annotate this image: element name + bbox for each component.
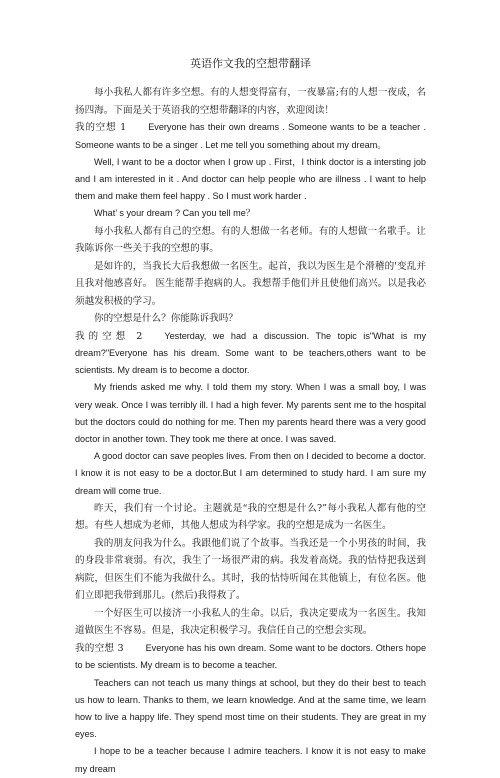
document-title: 英语作文我的空想带翻译 [190,57,311,70]
essay-3-paragraph-1: Everyone has his own dream. Some want to be doctors. Others hope to be scientists. My dream is to become a teacher. [75,642,426,671]
essay-3-first-paragraph [75,640,426,675]
essay-2-heading: 我的空想 2 [75,330,143,342]
essay-2-translation-2: 我的朋友问我为什么。我跟他们说了个故事。当我还是一个小男孩的时间，我的身段非常衰弱。有次，我生了一场很严肃的病。我发着高烧。我的怙恃把我送到病院，但医生们不能为我做什么。其时，我的怙恃听闻在其他镇上，有位名医。他们立即把我带到那儿。(然后)我得救了。 [75,537,426,602]
essay-2-first-paragraph [75,328,426,380]
essay-3-heading: 我的空想 3 [75,642,124,654]
essay-1-translation-2: 是如许的，当我长大后我想做一名医生。起首，我以为医生是个滑稽的'变乱并且我对他感喜好。 医生能帮手抱病的人。我想帮手他们并且使他们高兴。以是我必须越发积极的学习。 [75,260,426,307]
essay-1-paragraph-3: What’ s your dream ? Can you tell me？ [94,208,255,219]
essay-2-translation-1: 昨天，我们有一个讨论。主题就是“我的空想是什么?”每小我私人都有他的空想。有些人想成为老师，其他人想成为科学家。我的空想是成为一名医生。 [75,502,426,532]
essay-1-paragraph-2: Well, I want to be a doctor when I grow up . First，I think doctor is a intersting job and I am interested in it . And doctor can help people who are illness . I want to help them and make them feel happy . So I must work harder . [75,156,426,202]
essay-3-paragraph-3: I hope to be a teacher because I admire teachers. I know it is not easy to make my dream [75,746,426,774]
essay-1-translation-3: 你的空想是什么？你能陈诉我吗？ [94,313,238,325]
essay-1-first-paragraph [75,119,426,154]
essay-2-paragraph-3: A good doctor can save peoples lives. From then on I decided to become a doctor. I know it is not easy to be a doctor.But I am determined to study hard. I am sure my dream will come true. [75,451,426,496]
essay-1-paragraph-1: Everyone has their own dreams . Someone wants to be a teacher . Someone wants to be a singer . Let me tell you something about my dream。 [75,122,426,150]
essay-3-paragraph-2: Teachers can not teach us many things at school, but they do their best to teach us how to learn. Thanks to them, we learn knowledge. And at the same time, we learn how to live a happy life. They spend most time on their students. They are great in my eyes. [75,677,426,740]
intro-paragraph: 每小我私人都有许多空想。有的人想变得富有，一夜暴富;有的人想一夜成，名扬四海。下面是关于英语我的空想带翻译的内容，欢迎阅读！ [75,87,426,116]
essay-2-paragraph-2: My friends asked me why. I told them my story. When I was a small boy, I was very weak. Once I was terribly ill. I had a high fever. My parents sent me to the hospital but the doctors could do nothing for me. Then my parents heard there was a very good doctor in another town. They took me there at once. I was saved. [75,382,426,445]
essay-2-paragraph-1: Yesterday, we had a discussion. The topic is"What is my dream?"Everyone has his dream. Some want to be teachers,others want to be scientists. My dream is to become a doctor. [75,330,426,376]
essay-2-translation-3: 一个好医生可以接济一小我私人的生命。以后，我决定要成为一名医生。我知道做医生不容易。但是，我决定积极学习。我信任自己的空想会实现。 [75,607,426,637]
essay-1-translation-1: 每小我私人都有自己的空想。有的人想做一名老师。有的人想做一名歌手。让我陈诉你一些关于我的空想的事。 [75,225,426,255]
essay-1-heading: 我的空想 1 [75,122,127,133]
